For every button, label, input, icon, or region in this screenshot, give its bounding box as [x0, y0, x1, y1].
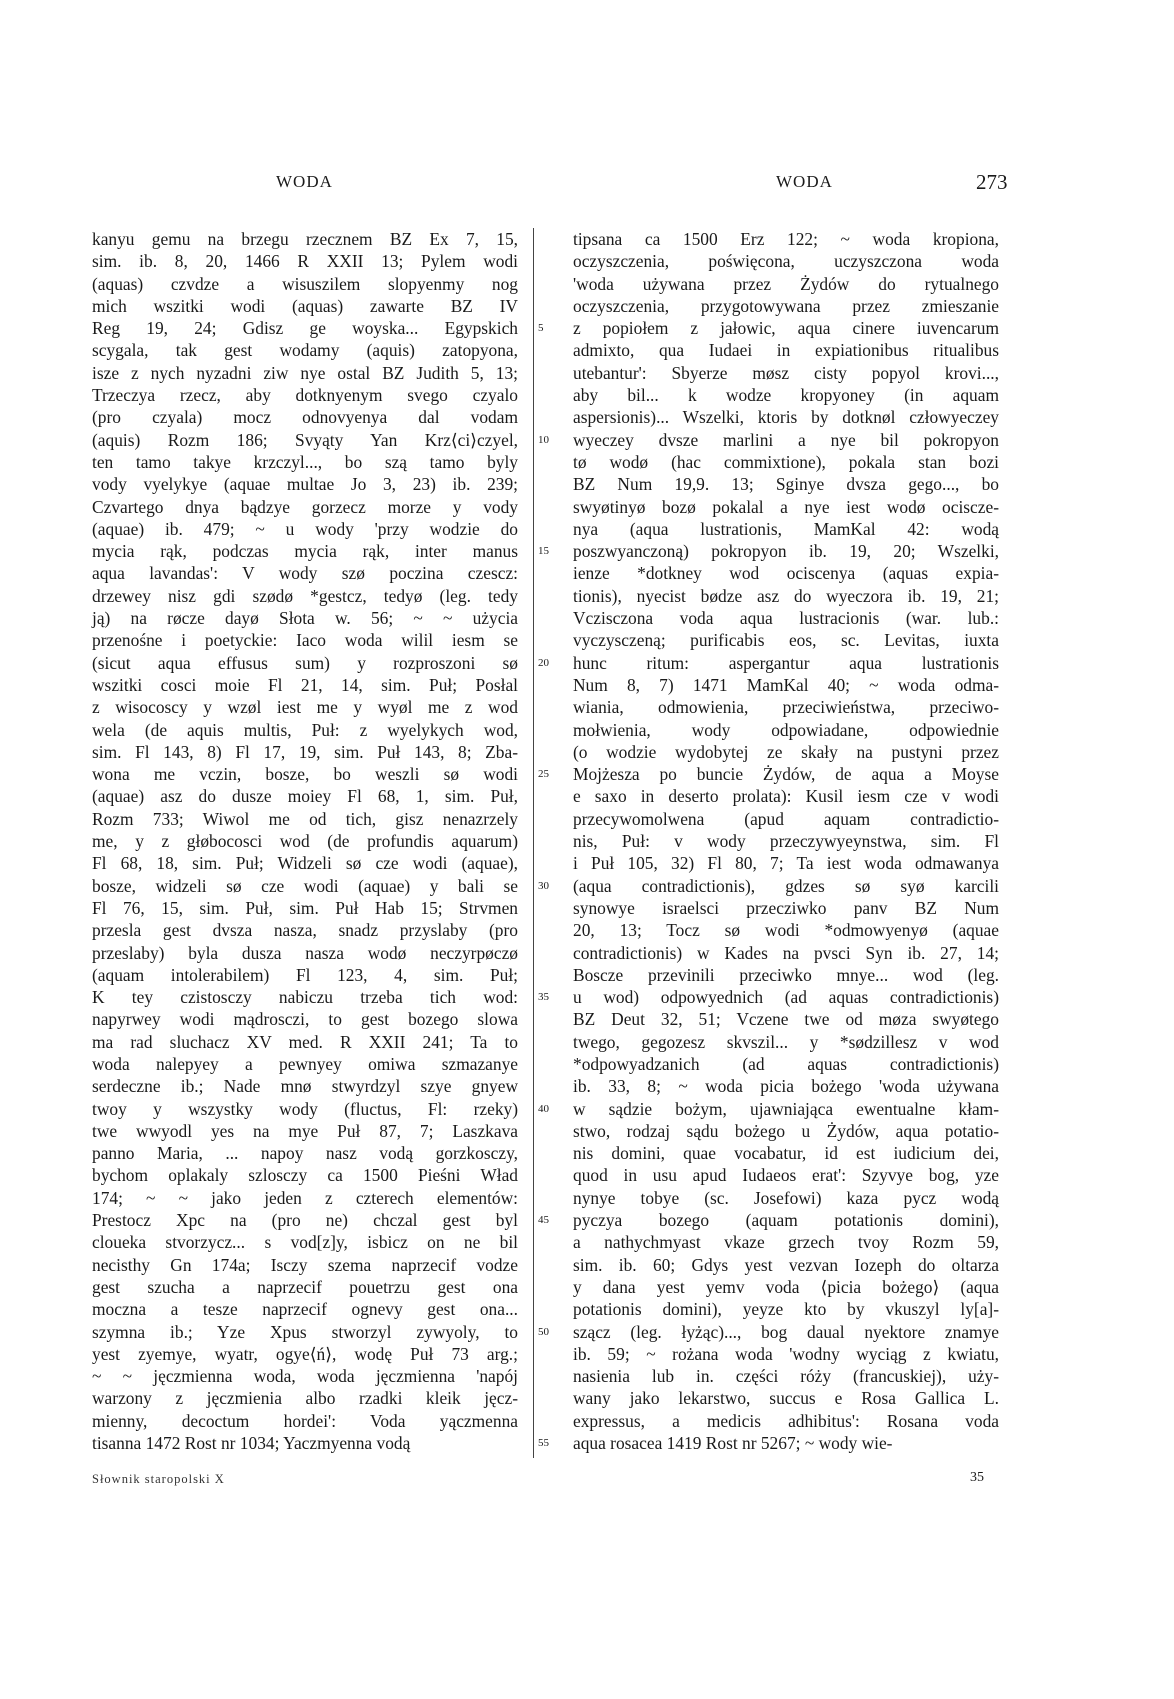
- text-line: bychom oplakaly szlosczy ca 1500 Pieśni Wład: [92, 1165, 518, 1186]
- text-line: w sądzie bożym, ujawniająca ewentualne kłam-: [573, 1098, 999, 1119]
- text-line: (sicut aqua effusus sum) y rozproszoni sø: [92, 652, 518, 673]
- text-line: scygala, tak gest wodamy (aquis) zatopyona,: [92, 340, 518, 361]
- text-line: nasienia lub in. części róży (francuskiej), uży-: [573, 1366, 999, 1387]
- footer-sheet-number: 35: [970, 1470, 984, 1485]
- text-line: aqua lavandas': V wody szø poczina czescz:: [92, 563, 518, 584]
- text-line: sim. ib. 8, 20, 1466 R XXII 13; Pylem wodi: [92, 251, 518, 272]
- text-line: (o wodzie wydobytej ze skały na pustyni przez: [573, 741, 999, 762]
- text-line: warzony z jęczmienia albo rzadki kleik jęcz-: [92, 1388, 518, 1409]
- text-line: 20, 13; Tocz sø wodi *odmowyenyø (aquae: [573, 920, 999, 941]
- text-line: Boscze przevinili przeciwko mnye... wod (leg.: [573, 964, 999, 985]
- running-head-left: WODA: [276, 172, 333, 191]
- text-line: szącz (leg. łyżąc)..., bog daual nyektore znamye: [573, 1321, 999, 1342]
- page-number: 273: [976, 170, 1008, 194]
- text-line: stwo, rodzaj sądu bożego u Żydów, aqua potatio-: [573, 1120, 999, 1141]
- footer-signature: Słownik staropolski X: [92, 1472, 225, 1486]
- text-line: BZ Deut 32, 51; Vczene twe od møza swyøtego: [573, 1009, 999, 1030]
- text-line: utebantur': Sbyerze møsz cisty popyol krovi...,: [573, 362, 999, 383]
- text-line: sim. Fl 143, 8) Fl 17, 19, sim. Puł 143, 8; Zba-: [92, 741, 518, 762]
- text-line: BZ Num 19,9. 13; Sginye dvsza gego..., bo: [573, 474, 999, 495]
- text-line: ją) na røcze dayø Słota w. 56; ~ ~ użycia: [92, 608, 518, 629]
- text-line: nya (aqua lustrationis, MamKal 42: wodą: [573, 518, 999, 539]
- text-line: i Puł 105, 32) Fl 80, 7; Ta iest woda odmawanya: [573, 853, 999, 874]
- text-line: admixto, qua Iudaei in expiationibus ritualibus: [573, 340, 999, 361]
- text-line: ma rad sluchacz XV med. R XXII 241; Ta to: [92, 1031, 518, 1052]
- text-line: swyøtinyø bozø pokalal a nye iest wodø ociscze-: [573, 496, 999, 517]
- text-line: bosze, widzeli sø cze wodi (aquae) y bali se: [92, 875, 518, 896]
- text-line: wyeczey dvsze marlini a nye bil pokropyon: [573, 429, 999, 450]
- line-number: 10: [538, 433, 549, 446]
- text-line: synowye israelsci przecziwko panv BZ Num: [573, 897, 999, 918]
- text-line: wany jako lekarstwo, succus e Rosa Gallica L.: [573, 1388, 999, 1409]
- text-line: Prestocz Xpc na (pro ne) chczal gest byl: [92, 1210, 518, 1231]
- text-line: contradictionis) w Kades na pvsci Syn ib. 27, 14;: [573, 942, 999, 963]
- text-line: vyczysczeną; purificabis eos, sc. Levitas, iuxta: [573, 630, 999, 651]
- text-line: poszwyanczoną) pokropyon ib. 19, 20; Wszelki,: [573, 541, 999, 562]
- text-line: (aquis) Rozm 186; Svyąty Yan Krz⟨ci⟩czyel,: [92, 429, 518, 450]
- text-line: przecywomolwena (apud aquam contradictio-: [573, 808, 999, 829]
- text-line: tipsana ca 1500 Erz 122; ~ woda kropiona,: [573, 229, 999, 249]
- text-line: tionis), nyecist bødze asz do wyeczora ib. 19, 21;: [573, 585, 999, 606]
- text-line: Reg 19, 24; Gdisz ge woyska... Egypskich: [92, 318, 518, 339]
- text-line: panno Maria, ... napoy nasz vodą gorzkosczy,: [92, 1143, 518, 1164]
- text-line: ienze *dotkney wod ociscenya (aquas expia-: [573, 563, 999, 584]
- text-line: 174; ~ ~ jako jeden z czterech elementów:: [92, 1187, 518, 1208]
- line-number: 5: [538, 322, 544, 335]
- text-line: *odpowyadzanich (ad aquas contradictionis): [573, 1053, 999, 1074]
- left-column: [92, 228, 518, 1454]
- text-line: vody vyelykye (aquae multae Jo 3, 23) ib. 239;: [92, 474, 518, 495]
- text-line: z wisocoscy y wzøl iest me y wyøl me z wod: [92, 697, 518, 718]
- text-line: aqua rosacea 1419 Rost nr 5267; ~ wody wie-: [573, 1433, 893, 1454]
- text-line: Mojżesza po buncie Żydów, de aqua a Moyse: [573, 764, 999, 785]
- text-line: quod in usu apud Iudaeos erat': Szyvye bog, yze: [573, 1165, 999, 1186]
- text-line: Czvartego dnya bądzye gorzecz morze y vody: [92, 496, 518, 517]
- text-line: aspersionis)... Wszelki, ktoris by dotknøl człowyeczey: [573, 407, 999, 428]
- text-line: K tey czistosczy nabiczu trzeba tich wod:: [92, 987, 518, 1008]
- text-line: mienny, decoctum hordei': Voda yączmenna: [92, 1410, 518, 1431]
- text-line: Fl 76, 15, sim. Puł, sim. Puł Hab 15; Strvmen: [92, 897, 518, 918]
- line-number: 55: [538, 1437, 549, 1450]
- text-line: Num 8, 7) 1471 MamKal 40; ~ woda odma-: [573, 674, 999, 695]
- running-head-right: WODA: [776, 172, 833, 191]
- text-line: expressus, a medicis adhibitus': Rosana voda: [573, 1410, 999, 1431]
- text-line: (aquae) ib. 479; ~ u wody 'przy wodzie do: [92, 518, 518, 539]
- text-line: szymna ib.; Yze Xpus stworzyl zywyoly, to: [92, 1321, 518, 1342]
- right-column: [573, 228, 999, 1454]
- text-line: 'woda używana przez Żydów do rytualnego: [573, 273, 999, 294]
- line-number: 40: [538, 1102, 549, 1115]
- text-line: napyrwey wodi mądrosczi, to gest bozego slowa: [92, 1009, 518, 1030]
- text-line: potationis domini), yeyze kto by vkuszyl ly[a]-: [573, 1299, 999, 1320]
- text-line: mycia rąk, podczas mycia rąk, inter manus: [92, 541, 518, 562]
- text-line: wszitki cosci moie Fl 21, 14, sim. Puł; Posłal: [92, 674, 518, 695]
- text-line: serdeczne ib.; Nade mnø stwyrdzyl szye gnyew: [92, 1076, 518, 1097]
- text-line: isze z nych nyzadni ziw nye ostal BZ Judith 5, 13;: [92, 362, 518, 383]
- text-line: (aqua contradictionis), gdzes sø syø karcili: [573, 875, 999, 896]
- text-line: nis, Puł: v wody przeczywyeynstwa, sim. Fl: [573, 831, 999, 852]
- text-line: oczyszczenia, przygotowywana przez zmieszanie: [573, 295, 999, 316]
- line-number: 45: [538, 1214, 549, 1227]
- text-line: u wod) odpowyednich (ad aquas contradictionis): [573, 987, 999, 1008]
- column-divider: [533, 228, 534, 1458]
- text-line: Trzeczya rzecz, aby dotknyenym svego czyalo: [92, 385, 518, 406]
- text-line: y dana yest yemv voda ⟨picia bożego⟩ (aqua: [573, 1276, 999, 1297]
- text-line: drzewey nisz gdi szødø *gestcz, tedyø (leg. tedy: [92, 585, 518, 606]
- text-line: tø wodø (hac commixtione), pokala stan bozi: [573, 451, 999, 472]
- text-line: ten tamo takye krzczyl..., bo szą tamo byly: [92, 451, 518, 472]
- text-line: cloueka stvorzycz... s vod[z]y, isbicz on ne bil: [92, 1232, 518, 1253]
- text-line: Rozm 733; Wiwol me od tich, gisz nenazrzely: [92, 808, 518, 829]
- text-line: (pro czyala) mocz odnovyenya dal vodam: [92, 407, 518, 428]
- text-line: wiania, odmowienia, przeciwieństwa, przeciwo-: [573, 697, 999, 718]
- text-line: Fl 68, 18, sim. Puł; Widzeli sø cze wodi (aquae),: [92, 853, 518, 874]
- text-line: (aquae) asz do dusze moiey Fl 68, 1, sim. Puł,: [92, 786, 518, 807]
- text-line: me, y z głøbocosci wod (de profundis aquarum): [92, 831, 518, 852]
- text-line: ib. 59; ~ rożana woda 'wodny wyciąg z kwiatu,: [573, 1343, 999, 1364]
- text-line: tisanna 1472 Rost nr 1034; Yaczmyenna vodą: [92, 1433, 411, 1454]
- text-line: (aquas) czvdze a wisuszilem slopyenmy nog: [92, 273, 518, 294]
- text-line: twoy y wszystky wody (fluctus, Fl: rzeky): [92, 1098, 518, 1119]
- text-line: przenośne i poetyckie: Iaco woda wilil iesm se: [92, 630, 518, 651]
- line-number: 35: [538, 991, 549, 1004]
- text-line: mołwienia, wody odpowiadane, odpowiednie: [573, 719, 999, 740]
- text-line: przeslaby) byla dusza nasza wodø neczyrpøczø: [92, 942, 518, 963]
- text-line: woda nalepyey a pewnyey omiwa szmazanye: [92, 1053, 518, 1074]
- text-line: twego, gegozesz skvszil... y *sødzillesz v wod: [573, 1031, 999, 1052]
- text-line: z popiołem z jałowic, aqua cinere iuvencarum: [573, 318, 999, 339]
- text-line: pyczya bozego (aquam potationis domini),: [573, 1210, 999, 1231]
- text-line: oczyszczenia, poświęcona, uczyszczona woda: [573, 251, 999, 272]
- text-line: necisthy Gn 174a; Isczy szema naprzecif vodze: [92, 1254, 518, 1275]
- line-number: 15: [538, 545, 549, 558]
- text-line: przesla gest dvsza nasza, snadz przyslaby (pro: [92, 920, 518, 941]
- text-line: twe wwyodl yes na mye Puł 87, 7; Laszkava: [92, 1120, 518, 1141]
- text-line: ib. 33, 8; ~ woda picia bożego 'woda używana: [573, 1076, 999, 1097]
- line-number: 25: [538, 768, 549, 781]
- text-line: (aquam intolerabilem) Fl 123, 4, sim. Puł;: [92, 964, 518, 985]
- text-line: wela (de aquis multis, Puł: z wyelykych wod,: [92, 719, 518, 740]
- text-line: a nathychmyast vkaze grzech tvoy Rozm 59,: [573, 1232, 999, 1253]
- text-line: wona me vczin, bosze, bo weszli sø wodi: [92, 764, 518, 785]
- text-line: ~ ~ jęczmienna woda, woda jęczmienna 'napój: [92, 1366, 518, 1387]
- text-line: gest szucha a naprzecif pouetrzu gest ona: [92, 1276, 518, 1297]
- text-line: kanyu gemu na brzegu rzecznem BZ Ex 7, 15,: [92, 229, 518, 249]
- line-number: 20: [538, 656, 549, 669]
- text-line: sim. ib. 60; Gdys yest vezvan Iozeph do oltarza: [573, 1254, 999, 1275]
- text-line: Vczisczona voda aqua lustracionis (war. lub.:: [573, 608, 999, 629]
- line-number: 50: [538, 1325, 549, 1338]
- text-line: yest zyemye, wyatr, ogye⟨ń⟩, wodę Puł 73 arg.;: [92, 1343, 518, 1364]
- text-line: mich wszitki wodi (aquas) zawarte BZ IV: [92, 295, 518, 316]
- text-line: e saxo in deserto prolata): Kusil iesm cze v wodi: [573, 786, 999, 807]
- line-number: 30: [538, 879, 549, 892]
- text-line: moczna a tesze naprzecif ognevy gest ona...: [92, 1299, 518, 1320]
- text-line: aby bil... k wodze kropyoney (in aquam: [573, 385, 999, 406]
- text-line: nynye tobye (sc. Josefowi) kaza pycz wodą: [573, 1187, 999, 1208]
- text-line: nis domini, quae vocabatur, id est iudicium dei,: [573, 1143, 999, 1164]
- text-line: hunc ritum: aspergantur aqua lustrationis: [573, 652, 999, 673]
